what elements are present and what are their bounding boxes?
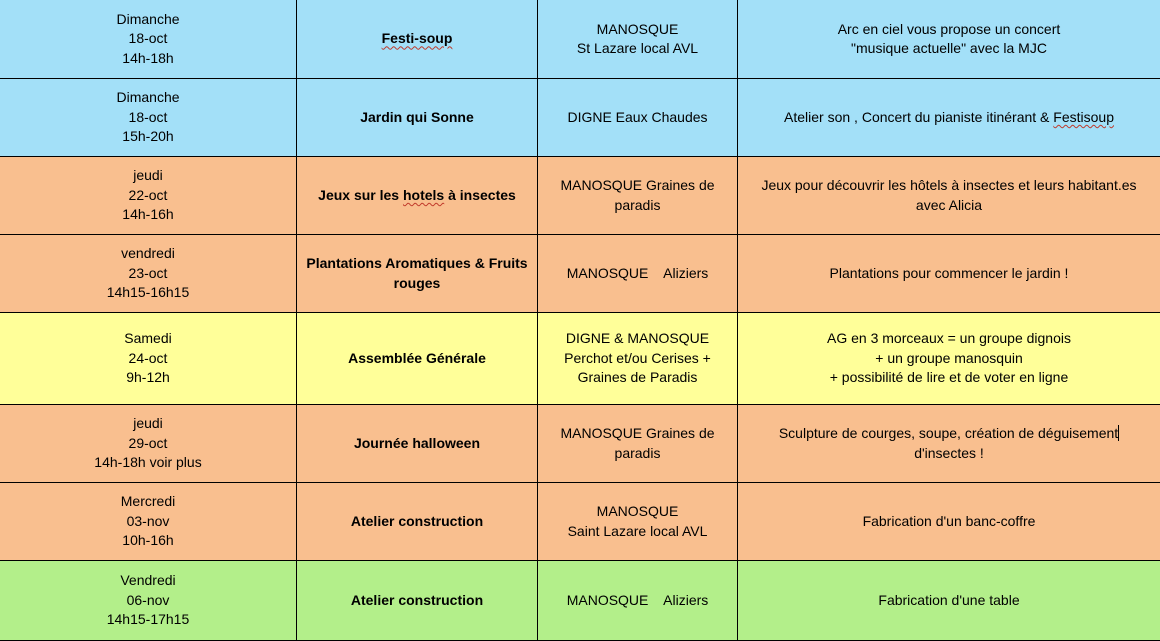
date-line: jeudi <box>4 414 292 434</box>
date-line: 24-oct <box>4 349 292 369</box>
event-title-cell[interactable] <box>297 405 538 483</box>
description-line: + un groupe manosquin <box>742 349 1156 369</box>
description-cell[interactable] <box>738 235 1160 313</box>
date-line: Dimanche <box>4 88 292 108</box>
date-line: jeudi <box>4 166 292 186</box>
date-line: Samedi <box>4 329 292 349</box>
description-line: "musique actuelle" avec la MJC <box>742 39 1156 59</box>
location-line: Graines de Paradis <box>542 368 733 388</box>
location-cell[interactable] <box>538 561 738 641</box>
date-line: 15h-20h <box>4 127 292 147</box>
description-cell[interactable] <box>738 483 1160 561</box>
date-cell[interactable] <box>0 561 297 641</box>
event-title-cell[interactable] <box>297 79 538 157</box>
location-line: MANOSQUE Graines de <box>542 424 733 444</box>
description-line: Atelier son , Concert du pianiste itinérant & Festisoup <box>742 108 1156 128</box>
event-title-line: rouges <box>301 274 533 294</box>
description-cell[interactable] <box>738 313 1160 405</box>
date-cell[interactable] <box>0 405 297 483</box>
location-cell[interactable] <box>538 483 738 561</box>
description-line: d'insectes ! <box>742 444 1156 464</box>
date-line: 03-nov <box>4 512 292 532</box>
date-line: 29-oct <box>4 434 292 454</box>
date-line: vendredi <box>4 244 292 264</box>
location-line: MANOSQUE Aliziers <box>542 264 733 284</box>
description-line: Arc en ciel vous propose un concert <box>742 20 1156 40</box>
location-cell[interactable] <box>538 0 738 79</box>
event-title-cell[interactable] <box>297 561 538 641</box>
event-title-line: Plantations Aromatiques & Fruits <box>301 254 533 274</box>
description-line: Fabrication d'un banc-coffre <box>742 512 1156 532</box>
event-title-line: Assemblée Générale <box>301 349 533 369</box>
table-row <box>0 405 1160 483</box>
date-line: 06-nov <box>4 591 292 611</box>
description-line: Plantations pour commencer le jardin ! <box>742 264 1156 284</box>
description-line: avec Alicia <box>742 196 1156 216</box>
event-title-cell[interactable] <box>297 0 538 79</box>
description-line: Jeux pour découvrir les hôtels à insectes et leurs habitant.es <box>742 176 1156 196</box>
date-line: 23-oct <box>4 264 292 284</box>
location-line: paradis <box>542 196 733 216</box>
date-line: 14h-18h voir plus <box>4 453 292 473</box>
table-row <box>0 483 1160 561</box>
date-line: 14h-16h <box>4 205 292 225</box>
event-title-line: Atelier construction <box>301 591 533 611</box>
location-line: Saint Lazare local AVL <box>542 522 733 542</box>
date-line: 9h-12h <box>4 368 292 388</box>
event-title-line: Jardin qui Sonne <box>301 108 533 128</box>
date-cell[interactable] <box>0 235 297 313</box>
location-line: MANOSQUE <box>542 502 733 522</box>
location-cell[interactable] <box>538 79 738 157</box>
event-title-cell[interactable] <box>297 235 538 313</box>
table-row <box>0 235 1160 313</box>
description-line: + possibilité de lire et de voter en ligne <box>742 368 1156 388</box>
table-row <box>0 313 1160 405</box>
event-title-cell[interactable] <box>297 157 538 235</box>
date-cell[interactable] <box>0 157 297 235</box>
date-line: Vendredi <box>4 571 292 591</box>
location-line: MANOSQUE Aliziers <box>542 591 733 611</box>
location-line: MANOSQUE Graines de <box>542 176 733 196</box>
date-line: 14h15-17h15 <box>4 610 292 630</box>
date-line: 22-oct <box>4 186 292 206</box>
location-cell[interactable] <box>538 313 738 405</box>
location-line: St Lazare local AVL <box>542 39 733 59</box>
table-row <box>0 79 1160 157</box>
event-title-cell[interactable] <box>297 483 538 561</box>
location-line: DIGNE Eaux Chaudes <box>542 108 733 128</box>
description-cell[interactable] <box>738 0 1160 79</box>
table-row <box>0 157 1160 235</box>
date-line: 10h-16h <box>4 531 292 551</box>
event-title-line: Atelier construction <box>301 512 533 532</box>
date-cell[interactable] <box>0 483 297 561</box>
location-cell[interactable] <box>538 235 738 313</box>
description-cell[interactable] <box>738 561 1160 641</box>
date-cell[interactable] <box>0 0 297 79</box>
date-line: Dimanche <box>4 10 292 30</box>
text-cursor <box>1118 425 1119 441</box>
table-row <box>0 0 1160 79</box>
event-title-line: Festi-soup <box>301 29 533 49</box>
date-line: 18-oct <box>4 108 292 128</box>
description-cell[interactable] <box>738 157 1160 235</box>
description-line: Fabrication d'une table <box>742 591 1156 611</box>
location-cell[interactable] <box>538 157 738 235</box>
location-line: MANOSQUE <box>542 20 733 40</box>
description-line: Sculpture de courges, soupe, création de déguisement <box>742 424 1156 444</box>
date-line: Mercredi <box>4 492 292 512</box>
date-line: 14h-18h <box>4 49 292 69</box>
date-line: 18-oct <box>4 29 292 49</box>
location-line: DIGNE & MANOSQUE <box>542 329 733 349</box>
description-cell[interactable] <box>738 79 1160 157</box>
location-cell[interactable] <box>538 405 738 483</box>
event-title-line: Jeux sur les hotels à insectes <box>301 186 533 206</box>
description-line: AG en 3 morceaux = un groupe dignois <box>742 329 1156 349</box>
date-line: 14h15-16h15 <box>4 283 292 303</box>
description-cell[interactable] <box>738 405 1160 483</box>
date-cell[interactable] <box>0 79 297 157</box>
location-line: Perchot et/ou Cerises + <box>542 349 733 369</box>
table-row <box>0 561 1160 641</box>
event-title-cell[interactable] <box>297 313 538 405</box>
date-cell[interactable] <box>0 313 297 405</box>
location-line: paradis <box>542 444 733 464</box>
event-title-line: Journée halloween <box>301 434 533 454</box>
